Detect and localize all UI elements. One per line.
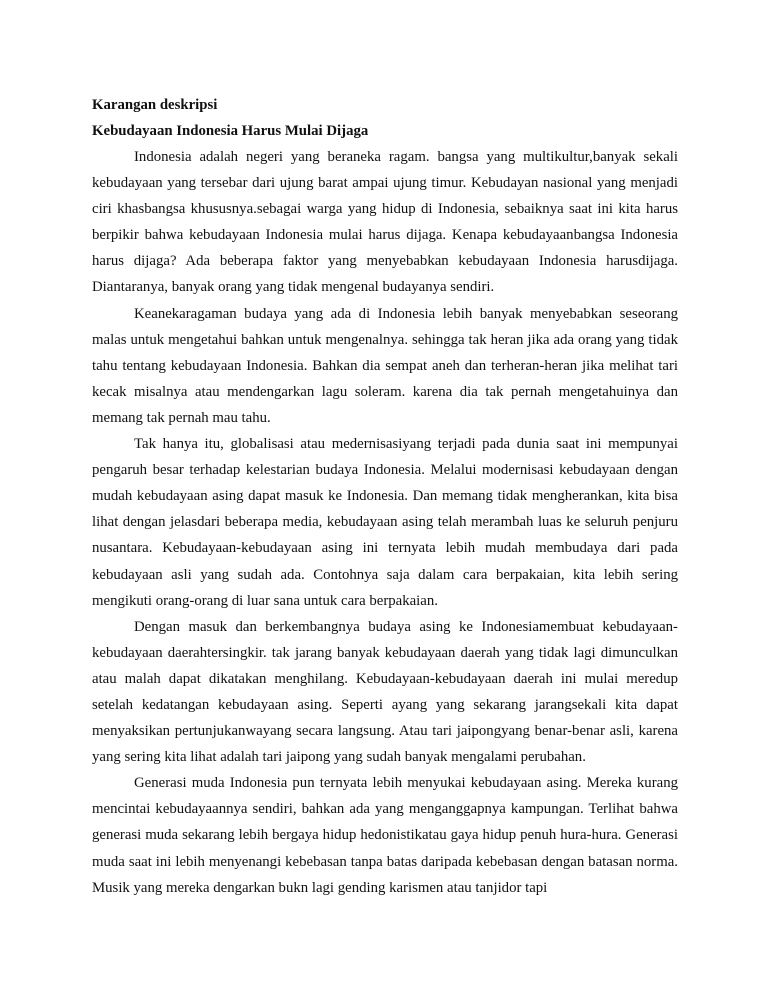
paragraph: Tak hanya itu, globalisasi atau medernisasiyang terjadi pada dunia saat ini mempunyai pengaruh besar terhadap kelestarian budaya Indonesia. Melalui modernisasi kebudayaan dengan mudah kebudayaan asing dapat masuk ke Indonesia. Dan memang tidak mengherankan, kita bisa lihat dengan jelasdari beberapa media, kebudayaan asing telah merambah luas ke seluruh penjuru nusantara. Kebudayaan-kebudayaan asing ini ternyata lebih mudah membudaya dari pada kebudayaan asli yang sudah ada. Contohnya saja dalam cara berpakaian, kita lebih sering mengikuti orang-orang di luar sana untuk cara berpakaian. [92, 436, 678, 609]
paragraph: Keanekaragaman budaya yang ada di Indonesia lebih banyak menyebabkan seseorang malas untuk mengetahui bahkan untuk mengenalnya. sehingga tak heran jika ada orang yang tidak tahu tentang kebudayaan Indonesia. Bahkan dia sempat aneh dan terheran-heran jika melihat tari kecak misalnya atau mendengarkan lagu soleram. karena dia tak pernah mengetahuinya dan memang tak pernah mau tahu. [92, 305, 678, 426]
paragraph: Generasi muda Indonesia pun ternyata lebih menyukai kebudayaan asing. Mereka kurang mencintai kebudayaannya sendiri, bahkan ada yang menganggapnya kampungan. Terlihat bahwa generasi muda sekarang lebih bergaya hidup hedonistikatau gaya hidup penuh hura-hura. Generasi muda saat ini lebih menyenangi kebebasan tanpa batas daripada kebebasan dengan batasan norma. Musik yang mereka dengarkan bukn lagi gending karismen atau tanjidor tapi [92, 775, 678, 896]
paragraph: Dengan masuk dan berkembangnya budaya asing ke Indonesiamembuat kebudayaan-kebudayaan daerahtersingkir. tak jarang banyak kebudayaan daerah yang tidak lagi dimunculkan atau malah dapat dikatakan menghilang. Kebudayaan-kebudayaan daerah ini mulai meredup setelah kedatangan kebudayaan asing. Seperti ayang yang sekarang jarangsekali kita dapat menyaksikan pertunjukanwayang secara langsung. Atau tari jaipongyang benar-benar asli, karena yang sering kita lihat adalah tari jaipong yang sudah banyak mengalami perubahan. [92, 618, 678, 766]
document-page [92, 92, 678, 901]
paragraph: Indonesia adalah negeri yang beraneka ragam. bangsa yang multikultur,banyak sekali kebudayaan yang tersebar dari ujung barat ampai ujung timur. Kebudayan nasional yang menjadi ciri khasbangsa khususnya.sebagai warga yang hidup di Indonesia, sebaiknya saat ini kita harus berpikir bahwa kebudayaan Indonesia mulai harus dijaga. Kenapa kebudayaanbangsa Indonesia harus dijaga? Ada beberapa faktor yang menyebabkan kebudayaan Indonesia harusdijaga. Diantaranya, banyak orang yang tidak mengenal budayanya sendiri. [92, 149, 678, 296]
document-subtitle: Kebudayaan Indonesia Harus Mulai Dijaga [92, 123, 369, 139]
document-title: Karangan deskripsi [92, 97, 218, 113]
document-body [92, 144, 678, 901]
